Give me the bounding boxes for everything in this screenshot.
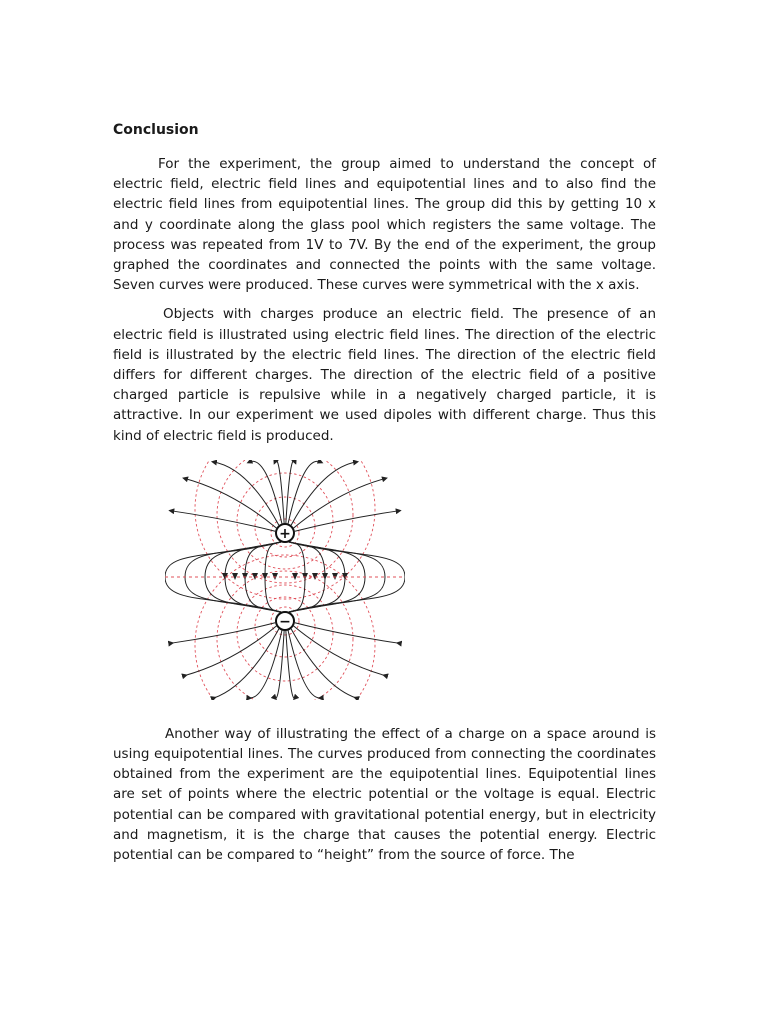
- field-lines: [165, 460, 405, 698]
- field-line-inward: [171, 623, 275, 643]
- equipotential-circle: [237, 473, 333, 569]
- negative-charge-symbol: −: [279, 613, 291, 630]
- dipole-field-figure: [113, 460, 656, 710]
- paragraph-1-text: For the experiment, the group aimed to understand the concept of electric field, electric field lines and equipotential lines and to also find the electric field lines from equipotential lines. The group did this by getting 10 x and y coordinate along the glass pool which registers the same voltage. The process was repeated from 1V to 7V. By the end of the experiment, the group graphed the coordinates and connected the points with the same voltage. Seven curves were produced. These curves were symmetrical with the x axis.: [113, 156, 656, 294]
- dipole-diagram: [165, 460, 405, 700]
- paragraph-2: [113, 304, 656, 445]
- field-line-inward: [291, 629, 356, 698]
- positive-charge: [276, 524, 294, 542]
- field-line-outward: [288, 461, 321, 523]
- equipotential-lines: [195, 460, 375, 700]
- paragraph-1: [113, 154, 656, 295]
- paragraph-3: [113, 724, 656, 865]
- field-line-inward: [214, 629, 279, 698]
- field-line-inward: [294, 626, 385, 676]
- field-line-inward: [288, 630, 321, 698]
- document-page: [113, 120, 656, 874]
- field-line-outward: [171, 511, 275, 531]
- negative-charge: [276, 612, 294, 630]
- section-heading: Conclusion: [113, 122, 199, 138]
- field-line-outward: [249, 461, 282, 523]
- paragraph-2-text: Objects with charges produce an electric field. The presence of an electric field is illustrated using electric field lines. The direction of the electric field is illustrated by the electric field lines. The direction of the electric field differs for different charges. The direction of the electric field of a positive charged particle is repulsive while in a negatively charged particle, it is attractive. In our experiment we used dipoles with different charge. Thus this kind of electric field is produced.: [113, 306, 656, 444]
- field-line-inward: [185, 626, 276, 676]
- paragraph-3-text: Another way of illustrating the effect of a charge on a space around is using equipotential lines. The curves produced from connecting the coordinates obtained from the experiment are the equipotential lines. Equipotential lines are set of points where the electric potential or the voltage is equal. Electric potential can be compared with gravitational potential energy, but in electricity and magnetism, it is the charge that causes the potential energy. Electric potential can be compared to “height” from the source of force. The: [113, 725, 656, 864]
- field-line-outward: [294, 478, 385, 528]
- positive-charge-symbol: +: [279, 525, 291, 542]
- field-line-outward: [295, 511, 399, 531]
- field-line-inward: [249, 630, 282, 698]
- field-line-inward: [295, 623, 399, 643]
- field-line-outward: [185, 478, 276, 528]
